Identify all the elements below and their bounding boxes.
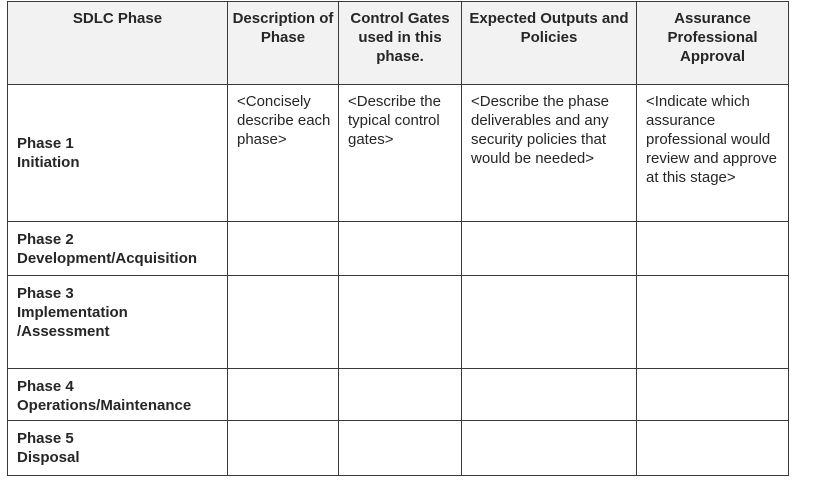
description-cell[interactable]: [228, 222, 339, 276]
description-cell[interactable]: <Concisely describe each phase>: [228, 85, 339, 222]
outputs-cell[interactable]: [462, 222, 637, 276]
phase-number: Phase 3: [17, 285, 74, 302]
header-expected-outputs: Expected Outputs and Policies: [462, 2, 637, 85]
header-sdlc-phase: SDLC Phase: [8, 2, 228, 85]
table-row: [8, 369, 789, 421]
description-cell[interactable]: [228, 276, 339, 369]
phase-number: Phase 4: [17, 378, 74, 395]
header-control-gates: Control Gates used in this phase.: [339, 2, 462, 85]
header-assurance-approval: Assurance Professional Approval: [637, 2, 789, 85]
outputs-cell[interactable]: [462, 276, 637, 369]
phase-cell: [8, 222, 228, 276]
approval-cell[interactable]: [637, 369, 789, 421]
phase-number: Phase 1: [17, 135, 74, 152]
outputs-cell[interactable]: [462, 369, 637, 421]
phase-cell: [8, 85, 228, 222]
sdlc-table: [7, 1, 789, 476]
phase-name: Implementation /Assessment: [17, 304, 128, 340]
control-gates-cell[interactable]: [339, 421, 462, 476]
phase-name: Disposal: [17, 449, 80, 466]
phase-cell: [8, 421, 228, 476]
approval-cell[interactable]: [637, 276, 789, 369]
control-gates-cell[interactable]: <Describe the typical control gates>: [339, 85, 462, 222]
approval-cell[interactable]: <Indicate which assurance professional would review and approve at this stage>: [637, 85, 789, 222]
outputs-cell[interactable]: [462, 421, 637, 476]
phase-name: Development/Acquisition: [17, 250, 198, 267]
table-row: [8, 276, 789, 369]
phase-number: Phase 2: [17, 231, 74, 248]
header-description: Description of Phase: [228, 2, 339, 85]
table-row: [8, 85, 789, 222]
phase-name: Initiation: [17, 154, 80, 171]
control-gates-cell[interactable]: [339, 276, 462, 369]
control-gates-cell[interactable]: [339, 369, 462, 421]
description-cell[interactable]: [228, 421, 339, 476]
outputs-cell[interactable]: <Describe the phase deliverables and any security policies that would be needed>: [462, 85, 637, 222]
description-cell[interactable]: [228, 369, 339, 421]
phase-number: Phase 5: [17, 430, 74, 447]
phase-cell: [8, 369, 228, 421]
table-row: [8, 421, 789, 476]
approval-cell[interactable]: [637, 421, 789, 476]
approval-cell[interactable]: [637, 222, 789, 276]
phase-cell: [8, 276, 228, 369]
phase-name: Operations/Maintenance: [17, 397, 192, 414]
table-row: [8, 222, 789, 276]
control-gates-cell[interactable]: [339, 222, 462, 276]
header-row: [8, 2, 789, 85]
